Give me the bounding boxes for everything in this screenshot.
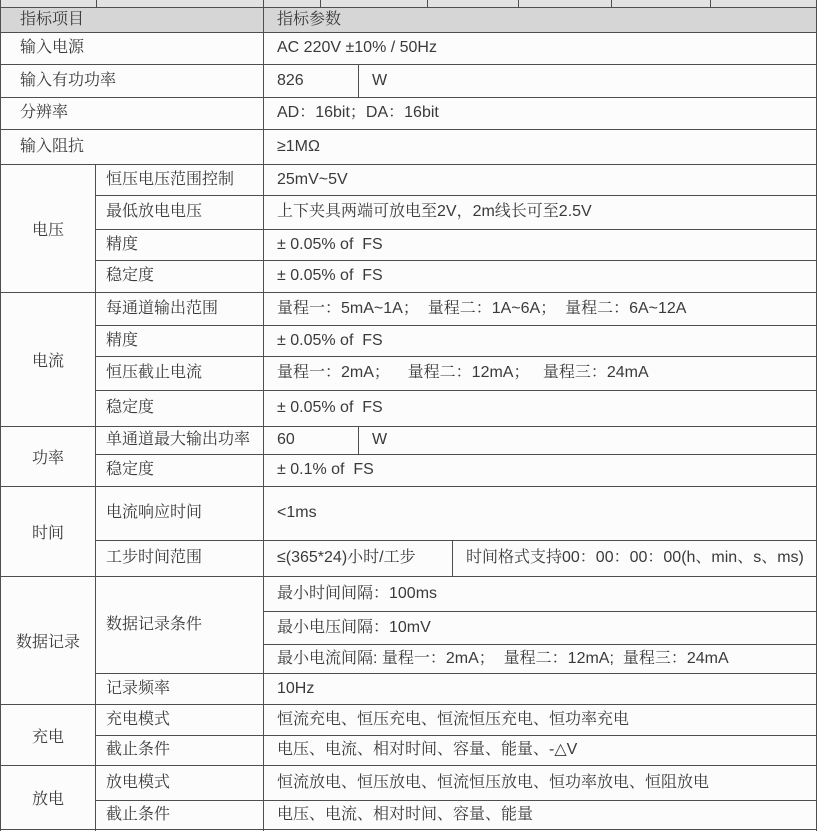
param-cell: <1ms	[277, 504, 317, 522]
param-cell: ± 0.1% of FS	[277, 461, 374, 479]
item-label-cell: 稳定度	[96, 261, 264, 292]
section-data-record	[1, 577, 816, 705]
item-label-cell: 记录频率	[96, 674, 264, 704]
param-cell: ± 0.05% of FS	[277, 331, 383, 349]
section-time	[1, 487, 816, 577]
item-label-cell: 精度	[96, 326, 264, 356]
param-value-cell: 826	[264, 65, 359, 97]
category-cell: 数据记录	[1, 577, 96, 704]
item-label-cell: 数据记录条件	[96, 577, 264, 673]
category-cell: 时间	[1, 487, 96, 576]
table-row	[96, 196, 816, 230]
table-row	[96, 230, 816, 261]
item-label-cell: 恒压截止电流	[96, 357, 264, 390]
param-stack	[264, 577, 816, 673]
ghost-cell	[321, 0, 428, 7]
param-cell: 25mV~5V	[277, 170, 348, 188]
table-row	[96, 766, 816, 801]
item-label-cell: 输入有功功率	[1, 65, 264, 97]
table-row	[96, 541, 816, 576]
row-input-active-power	[1, 65, 816, 98]
param-cell: AD：16bit；DA：16bit	[277, 104, 439, 122]
item-label-cell: 恒压电压范围控制	[96, 165, 264, 195]
item-label-cell: 电流响应时间	[96, 487, 264, 540]
table-header-row	[1, 8, 816, 33]
item-label-cell: 截止条件	[96, 736, 264, 765]
category-cell: 电流	[1, 293, 96, 426]
table-row	[96, 427, 816, 455]
row-input-supply	[1, 33, 816, 65]
section-power	[1, 427, 816, 487]
table-row	[96, 455, 816, 486]
item-label-cell: 放电模式	[96, 766, 264, 800]
param-unit-cell: W	[372, 71, 388, 89]
param-cell: ± 0.05% of FS	[277, 235, 383, 253]
param-cell: ≥1MΩ	[277, 137, 320, 155]
ghost-cell	[97, 0, 264, 7]
item-label-cell: 输入阻抗	[1, 130, 264, 164]
param-cell: AC 220V ±10% / 50Hz	[277, 39, 437, 57]
table-row	[96, 674, 816, 704]
table-row	[96, 391, 816, 426]
item-label-cell: 最低放电电压	[96, 196, 264, 229]
table-row	[96, 326, 816, 357]
param-cell: 最小时间间隔：100ms	[264, 577, 816, 612]
item-label-cell: 工步时间范围	[96, 541, 264, 576]
table-row	[96, 736, 816, 765]
item-label-cell: 单通道最大输出功率	[96, 427, 264, 454]
param-value-cell: ≤(365*24)小时/工步	[264, 541, 453, 576]
category-cell: 充电	[1, 705, 96, 765]
row-input-impedance	[1, 130, 816, 165]
table-row	[96, 293, 816, 326]
item-label-cell: 每通道输出范围	[96, 293, 264, 325]
item-label-cell: 稳定度	[96, 391, 264, 426]
param-cell: 电压、电流、相对时间、容量、能量	[277, 805, 534, 823]
ghost-cell	[519, 0, 612, 7]
param-cell: 最小电流间隔: 量程一：2mA； 量程二：12mA; 量程三：24mA	[277, 649, 729, 667]
table-row	[96, 487, 816, 541]
param-cell: 恒流放电、恒压放电、恒流恒压放电、恒功率放电、恒阻放电	[277, 773, 710, 791]
row-resolution	[1, 98, 816, 130]
category-cell: 功率	[1, 427, 96, 486]
ghost-cell	[428, 0, 519, 7]
item-label-cell: 精度	[96, 230, 264, 260]
param-note-cell: 时间格式支持00：00：00：00(h、min、s、ms)	[466, 549, 804, 567]
table-row	[96, 165, 816, 196]
header-param-cell: 指标参数	[277, 10, 342, 28]
param-value-cell: 60	[264, 427, 359, 454]
table-row	[96, 577, 816, 674]
param-cell: 上下夹具两端可放电至2V，2m线长可至2.5V	[277, 203, 592, 221]
ghost-cell	[612, 0, 711, 7]
section-current	[1, 293, 816, 427]
ghost-cell	[711, 0, 816, 7]
item-label-cell: 截止条件	[96, 801, 264, 829]
param-cell: 量程一：5mA~1A； 量程二：1A~6A； 量程二：6A~12A	[277, 299, 687, 317]
param-cell: 电压、电流、相对时间、容量、能量、-△V	[277, 741, 578, 759]
header-item-cell: 指标项目	[1, 8, 264, 32]
item-label-cell: 稳定度	[96, 455, 264, 486]
param-cell: ± 0.05% of FS	[277, 267, 383, 285]
section-charge	[1, 705, 816, 766]
table-row	[96, 705, 816, 736]
param-cell: 最小电压间隔：10mV	[264, 612, 816, 646]
category-cell: 放电	[1, 766, 96, 829]
param-cell: 10Hz	[277, 679, 315, 697]
item-label-cell: 分辨率	[1, 98, 264, 129]
ghost-cell	[264, 0, 321, 7]
param-cell: 量程一：2mA； 量程二：12mA； 量程三：24mA	[277, 364, 649, 382]
table-row	[96, 801, 816, 829]
section-discharge	[1, 766, 816, 830]
param-cell: ± 0.05% of FS	[277, 399, 383, 417]
item-label-cell: 输入电源	[1, 33, 264, 64]
item-label-cell: 充电模式	[96, 705, 264, 735]
table-row	[96, 261, 816, 292]
section-voltage	[1, 165, 816, 293]
param-cell: 恒流充电、恒压充电、恒流恒压充电、恒功率充电	[277, 710, 630, 728]
category-cell: 电压	[1, 165, 96, 292]
table-top-partial-row	[1, 0, 816, 8]
table-row	[96, 357, 816, 391]
ghost-cell	[1, 0, 97, 7]
param-unit-cell: W	[372, 431, 388, 449]
